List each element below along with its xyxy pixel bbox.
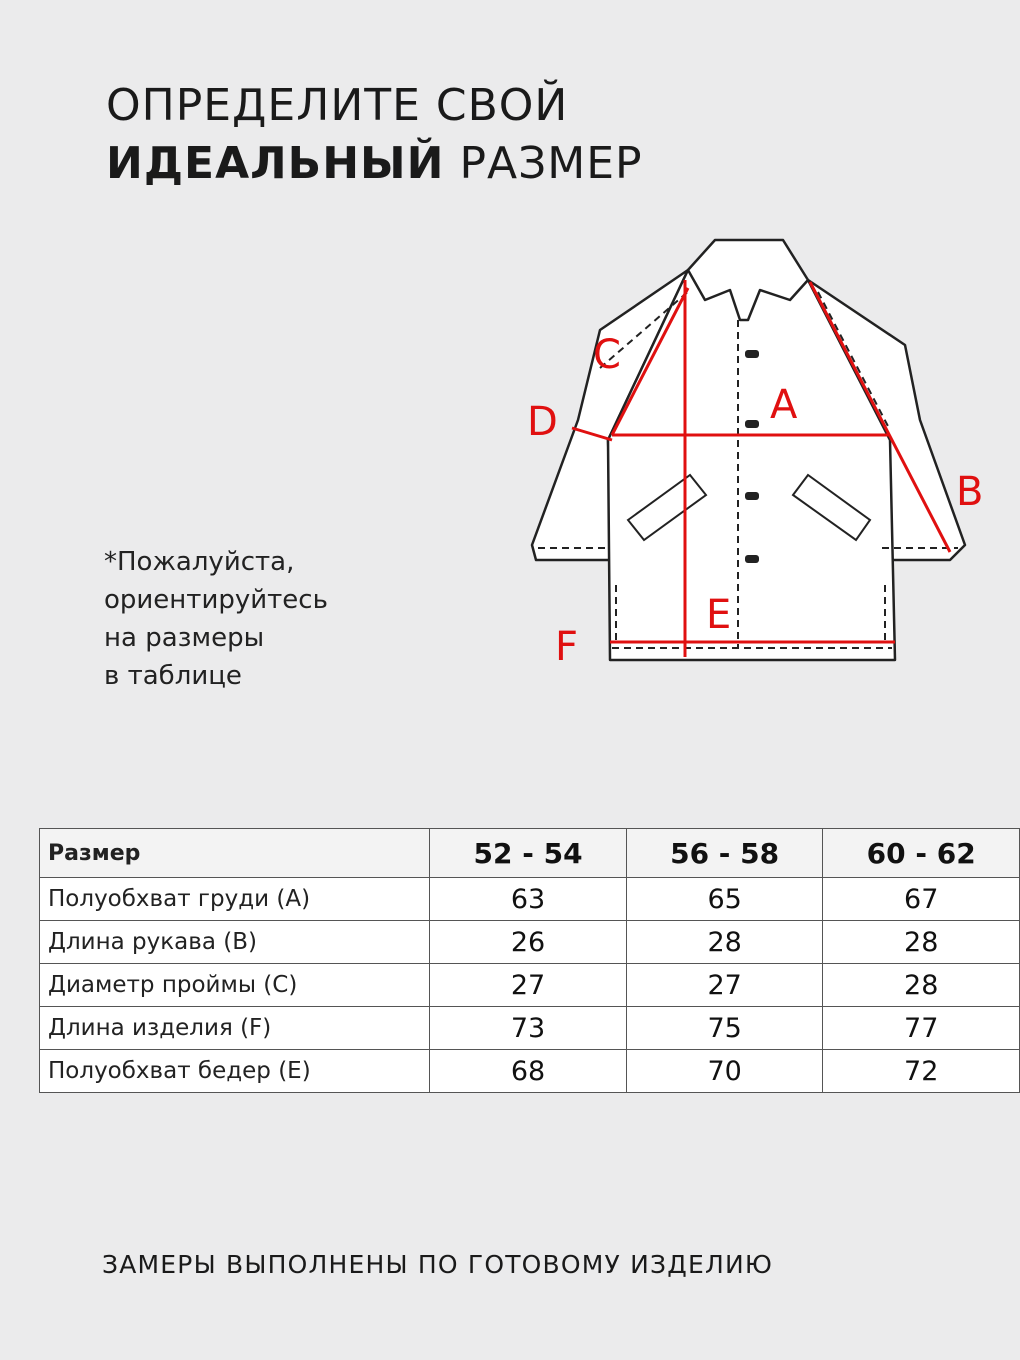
label-a: A (770, 382, 798, 428)
button (745, 350, 759, 358)
size-table (39, 828, 1020, 1093)
label-b: B (956, 469, 984, 515)
table-cell: 28 (823, 921, 1020, 964)
label-c: C (593, 332, 621, 378)
table-cell: 75 (626, 1007, 823, 1050)
page-title-line-2 (106, 138, 643, 189)
button (745, 420, 759, 428)
table-row (40, 1007, 1020, 1050)
table-cell: 77 (823, 1007, 1020, 1050)
note-line: на размеры (104, 623, 265, 653)
table-cell: 28 (626, 921, 823, 964)
label-d: D (527, 399, 558, 445)
table-cell: 27 (626, 964, 823, 1007)
title-text-2: РАЗМЕР (444, 138, 643, 189)
table-cell: 68 (430, 1050, 627, 1093)
label-e: E (706, 592, 732, 638)
table-cell: Полуобхват груди (А) (40, 878, 430, 921)
table-cell: 27 (430, 964, 627, 1007)
table-cell: 63 (430, 878, 627, 921)
table-cell: Полуобхват бедер (Е) (40, 1050, 430, 1093)
table-cell: 67 (823, 878, 1020, 921)
table-cell: Длина изделия (F) (40, 1007, 430, 1050)
jacket-measurement-diagram (500, 230, 1000, 670)
table-row (40, 964, 1020, 1007)
title-bold-word: ИДЕАЛЬНЫЙ (106, 138, 445, 189)
table-header-cell: 56 - 58 (626, 829, 823, 878)
table-cell: Длина рукава (В) (40, 921, 430, 964)
table-header-cell: Размер (40, 829, 430, 878)
table-header-cell: 52 - 54 (430, 829, 627, 878)
table-row (40, 921, 1020, 964)
title-text-1: ОПРЕДЕЛИТЕ СВОЙ (106, 80, 569, 131)
table-header-cell: 60 - 62 (823, 829, 1020, 878)
table-row (40, 1050, 1020, 1093)
table-cell: 26 (430, 921, 627, 964)
table-cell: Диаметр проймы (С) (40, 964, 430, 1007)
size-note (104, 543, 328, 695)
table-cell: 72 (823, 1050, 1020, 1093)
jacket-outline (532, 240, 965, 660)
button (745, 492, 759, 500)
note-line: ориентируйтесь (104, 585, 328, 615)
note-line: *Пожалуйста, (104, 547, 295, 577)
table-header-row (40, 829, 1020, 878)
note-line: в таблице (104, 661, 242, 691)
table-cell: 28 (823, 964, 1020, 1007)
button (745, 555, 759, 563)
table-row (40, 878, 1020, 921)
table-cell: 70 (626, 1050, 823, 1093)
measurement-footnote: ЗАМЕРЫ ВЫПОЛНЕНЫ ПО ГОТОВОМУ ИЗДЕЛИЮ (102, 1250, 774, 1279)
table-cell: 73 (430, 1007, 627, 1050)
page-title-line-1 (106, 80, 569, 131)
table-cell: 65 (626, 878, 823, 921)
label-f: F (555, 624, 579, 670)
